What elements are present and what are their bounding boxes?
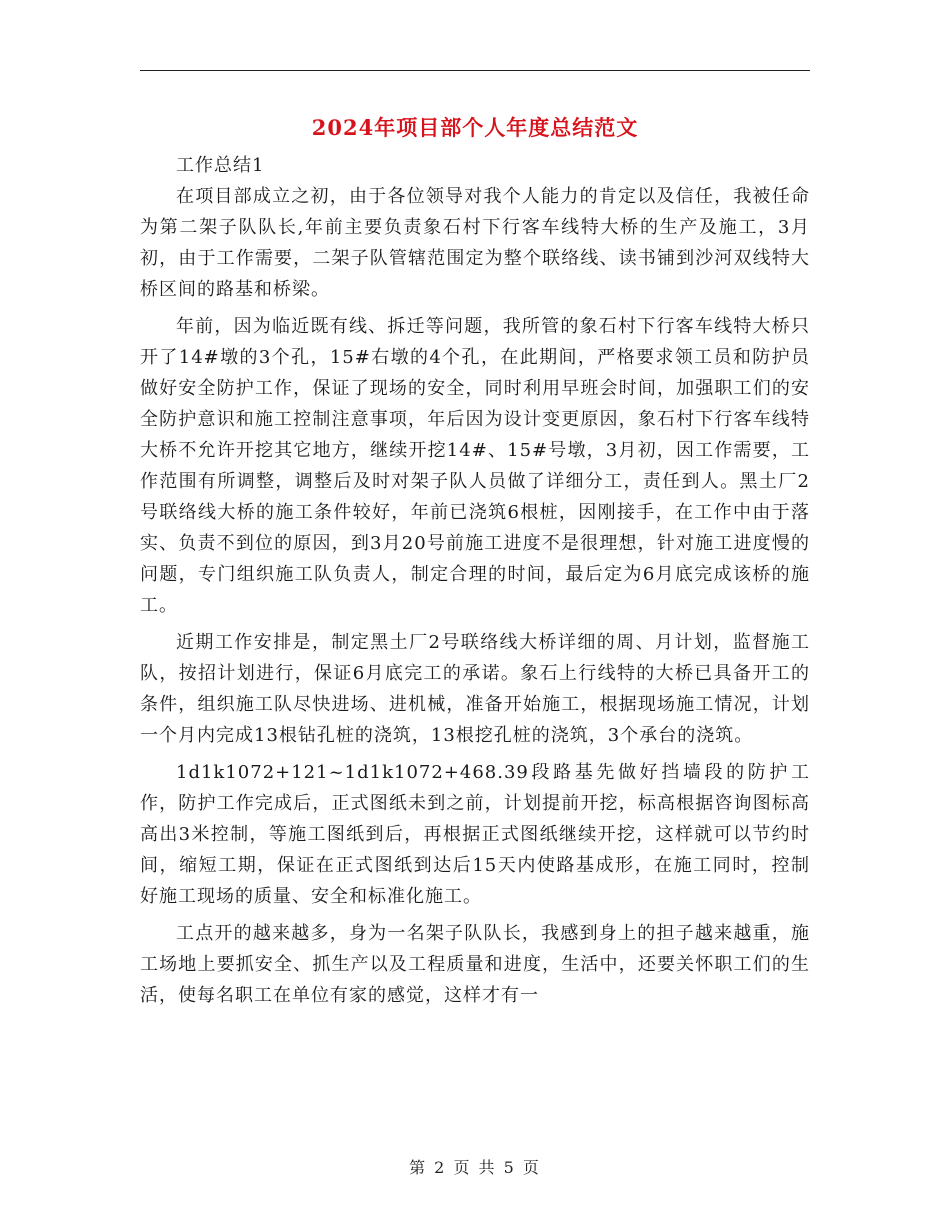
paragraph-5: 工点开的越来越多，身为一名架子队队长，我感到身上的担子越来越重，施工场地上要抓安全、抓生产以及工程质量和进度，生活中，还要关怀职工们的生活，使每名职工在单位有家的感觉，这样才有一 (140, 923, 810, 1006)
paragraph-2: 年前，因为临近既有线、拆迁等问题，我所管的象石村下行客车线特大桥只开了14#墩的3个孔，15#右墩的4个孔，在此期间，严格要求领工员和防护员做好安全防护工作，保证了现场的安全，同时利用早班会时间，加强职工们的安全防护意识和施工控制注意事项，年后因为设计变更原因，象石村下行客车线特大桥不允许开挖其它地方，继续开挖14#、15#号墩，3月初，因工作需要，工作范围有所调整，调整后及时对架子队人员做了详细分工，责任到人。黑土厂2号联络线大桥的施工条件较好，年前已浇筑6根桩，因刚接手，在工作中由于落实、负责不到位的原因，到3月20号前施工进度不是很理想，针对施工进度慢的问题，专门组织施工队负责人，制定合理的时间，最后定为6月底完成该桥的施工。 (140, 316, 810, 616)
document-title: 2024年项目部个人年度总结范文 (311, 115, 639, 140)
header-rule (140, 70, 810, 71)
section-heading: 工作总结1 (176, 155, 265, 176)
paragraph-1: 在项目部成立之初，由于各位领导对我个人能力的肯定以及信任，我被任命为第二架子队队长,年前主要负责象石村下行客车线特大桥的生产及施工，3月初，由于工作需要，二架子队管辖范围定为整个联络线、读书铺到沙河双线特大桥区间的路基和桥梁。 (140, 186, 810, 300)
page-number-footer: 第 2 页 共 5 页 (409, 1158, 541, 1177)
paragraph-4: 1d1k1072+121~1d1k1072+468.39段路基先做好挡墙段的防护工作，防护工作完成后，正式图纸未到之前，计划提前开挖，标高根据咨询图标高高出3米控制，等施工图纸到后，再根据正式图纸继续开挖，这样就可以节约时间，缩短工期，保证在正式图纸到达后15天内使路基成形，在施工同时，控制好施工现场的质量、安全和标准化施工。 (140, 762, 810, 907)
document-body (140, 150, 810, 1017)
paragraph-3: 近期工作安排是，制定黑土厂2号联络线大桥详细的周、月计划，监督施工队，按招计划进行，保证6月底完工的承诺。象石上行线特的大桥已具备开工的条件，组织施工队尽快进场、进机械，准备开始施工，根据现场施工情况，计划一个月内完成13根钻孔桩的浇筑，13根挖孔桩的浇筑，3个承台的浇筑。 (140, 632, 810, 746)
